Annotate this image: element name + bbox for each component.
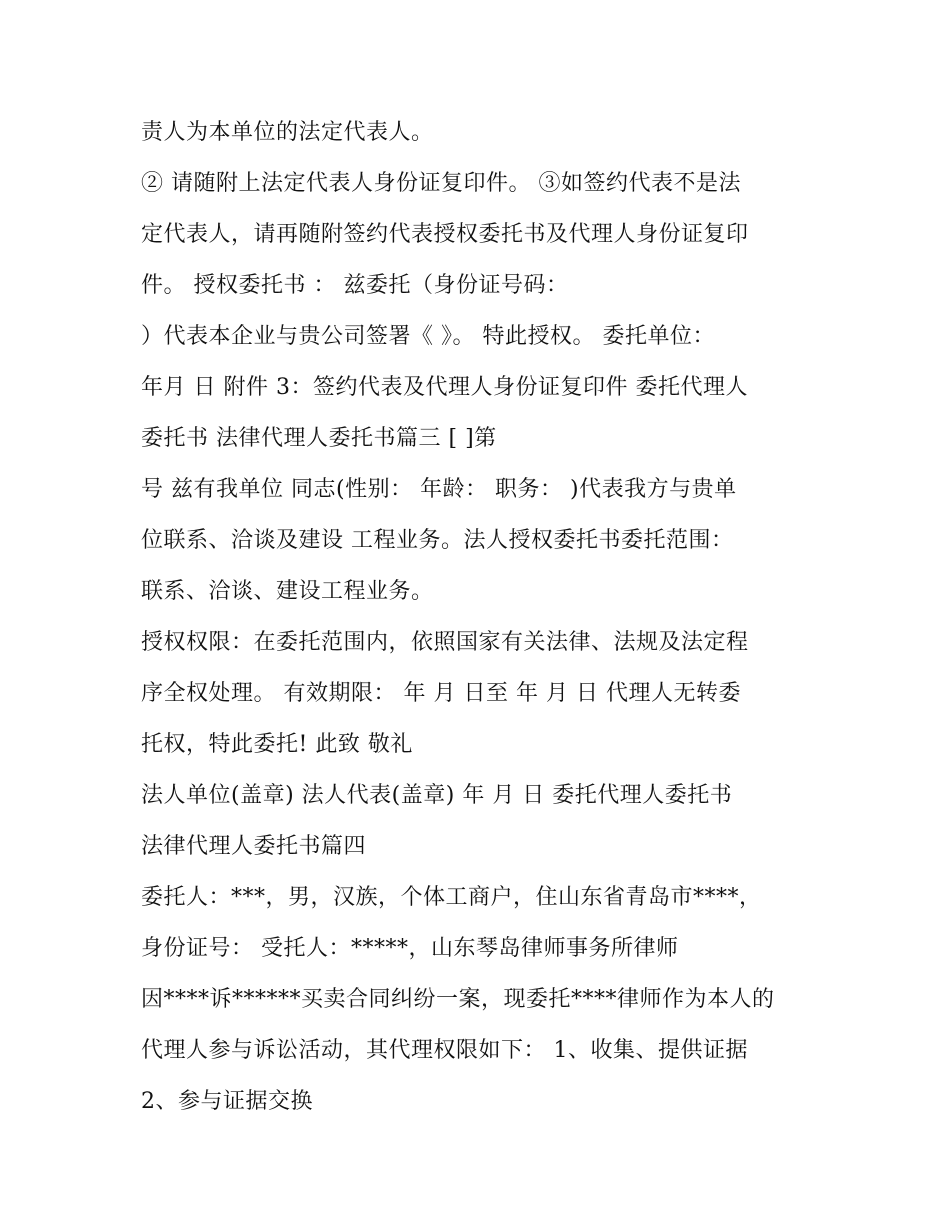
text-line: ② 请随附上法定代表人身份证复印件。 ③如签约代表不是法 bbox=[141, 171, 741, 196]
text-line: 位联系、洽谈及建设 工程业务。法人授权委托书委托范围： bbox=[141, 528, 734, 553]
text-line: 身份证号： 受托人：*****，山东琴岛律师事务所律师 bbox=[141, 936, 679, 961]
section-title: 法律代理人委托书篇四 bbox=[141, 834, 367, 859]
text-line: 因****诉******买卖合同纠纷一案，现委托****律师作为本人的 bbox=[141, 987, 775, 1012]
text-line: 委托人：***，男，汉族，个体工商户，住山东省青岛市****， bbox=[141, 885, 762, 910]
text-line: ）代表本企业与贵公司签署《 》。 特此授权。 委托单位： bbox=[141, 324, 715, 349]
text-line: 件。 授权委托书 ： 兹委托（身份证号码： bbox=[141, 273, 569, 298]
text-line: 定代表人，请再随附签约代表授权委托书及代理人身份证复印 bbox=[141, 222, 749, 247]
text-line: 号 兹有我单位 同志(性别： 年龄： 职务： )代表我方与贵单 bbox=[141, 477, 737, 502]
text-line: 序全权处理。 有效期限： 年 月 日至 年 月 日 代理人无转委 bbox=[141, 681, 741, 706]
text-line: 责人为本单位的法定代表人。 bbox=[141, 120, 434, 145]
text-line: 法人单位(盖章) 法人代表(盖章) 年 月 日 委托代理人委托书 bbox=[141, 783, 733, 808]
text-line: 年月 日 附件 3：签约代表及代理人身份证复印件 委托代理人 bbox=[141, 375, 748, 400]
text-line: 委托书 法律代理人委托书篇三 [ ]第 bbox=[141, 426, 497, 451]
text-line: 授权权限：在委托范围内，依照国家有关法律、法规及法定程 bbox=[141, 630, 749, 655]
document-body bbox=[141, 107, 831, 1127]
text-line: 托权，特此委托! 此致 敬礼 bbox=[141, 732, 413, 757]
text-line: 联系、洽谈、建设工程业务。 bbox=[141, 579, 434, 604]
text-line: 2、参与证据交换 bbox=[141, 1089, 313, 1114]
text-line: 代理人参与诉讼活动，其代理权限如下： 1、收集、提供证据 bbox=[141, 1038, 748, 1063]
